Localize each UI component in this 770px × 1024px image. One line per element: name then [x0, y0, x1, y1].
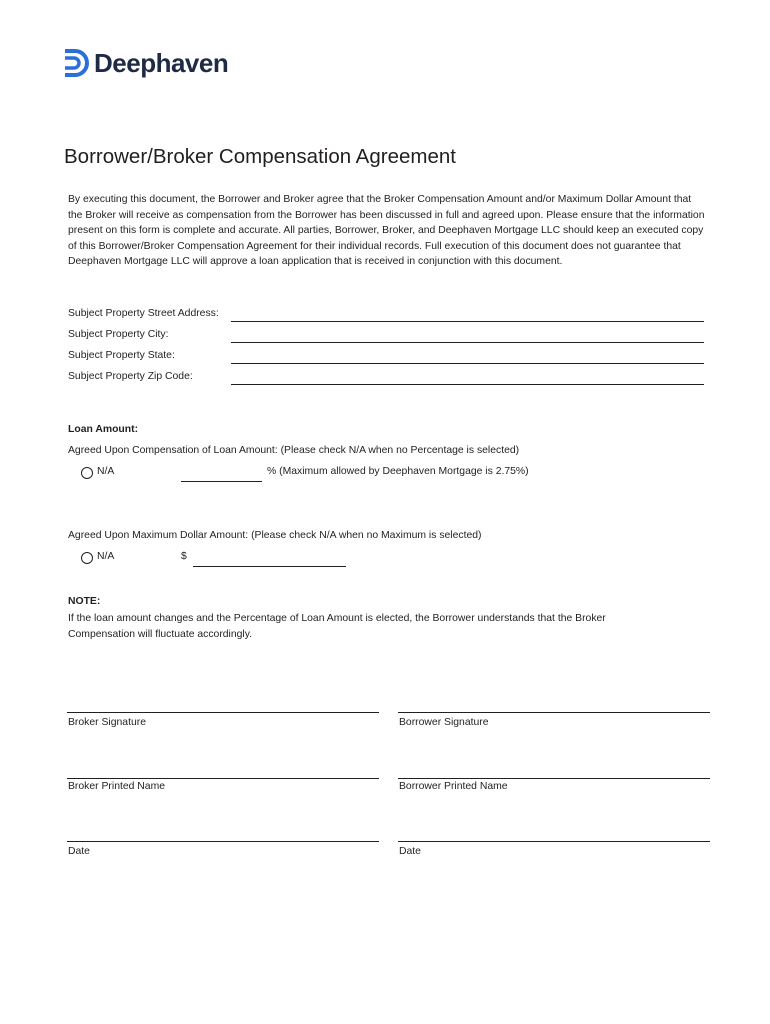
broker-printed-name-line[interactable]	[67, 778, 379, 779]
broker-printed-name-label: Broker Printed Name	[68, 781, 166, 792]
loan-amount-heading: Loan Amount:	[68, 424, 139, 435]
zip-input-line[interactable]	[231, 384, 704, 385]
zip-label: Subject Property Zip Code:	[68, 371, 193, 382]
zip-field[interactable]	[68, 367, 704, 385]
deephaven-logo-icon	[63, 48, 91, 78]
max-dollar-na-radio[interactable]	[81, 552, 93, 564]
max-dollar-na-label: N/A	[97, 551, 115, 562]
broker-signature-label: Broker Signature	[68, 717, 146, 728]
borrower-date-label: Date	[399, 846, 421, 857]
percentage-na-label: N/A	[97, 466, 115, 477]
city-label: Subject Property City:	[68, 329, 169, 340]
broker-signature-line[interactable]	[67, 712, 379, 713]
borrower-signature-line[interactable]	[398, 712, 710, 713]
street-address-input-line[interactable]	[231, 321, 704, 322]
state-input-line[interactable]	[231, 363, 704, 364]
borrower-printed-name-label: Borrower Printed Name	[399, 781, 508, 792]
percentage-input-line[interactable]	[181, 481, 262, 482]
max-dollar-prompt: Agreed Upon Maximum Dollar Amount: (Please check N/A when no Maximum is selected)	[68, 530, 482, 541]
borrower-printed-name-line[interactable]	[398, 778, 710, 779]
borrower-date-line[interactable]	[398, 841, 710, 842]
logo-wordmark: Deephaven	[94, 47, 229, 78]
state-label: Subject Property State:	[68, 350, 175, 361]
broker-date-line[interactable]	[67, 841, 379, 842]
state-field[interactable]	[68, 346, 704, 364]
dollar-sign: $	[181, 551, 187, 562]
street-address-label: Subject Property Street Address:	[68, 308, 219, 319]
city-input-line[interactable]	[231, 342, 704, 343]
max-dollar-input-line[interactable]	[193, 566, 346, 567]
note-heading: NOTE:	[68, 596, 101, 607]
borrower-signature-label: Borrower Signature	[399, 717, 489, 728]
percentage-na-radio[interactable]	[81, 467, 93, 479]
broker-date-label: Date	[68, 846, 90, 857]
intro-paragraph: By executing this document, the Borrower and Broker agree that the Broker Compensation Amount and/or Maximum Dollar Amount that the Broker will receive as compensation from the Borrower has been discussed in full and agreed upon. Please ensure that the information present on this form is complete and accurate. All parties, Borrower, Broker, and Deephaven Mortgage LLC should keep an executed copy of this Borrower/Broker Compensation Agreement for their individual records. Full execution of this document does not guarantee that Deephaven Mortgage LLC will approve a loan application that is received in conjunction with this document.	[68, 194, 705, 268]
brand-logo	[63, 47, 228, 79]
percentage-prompt: Agreed Upon Compensation of Loan Amount: (Please check N/A when no Percentage is selected)	[68, 445, 520, 456]
street-address-field[interactable]	[68, 304, 704, 322]
note-body: If the loan amount changes and the Percentage of Loan Amount is elected, the Borrower understands that the Broker Compensation will fluctuate accordingly.	[68, 613, 606, 640]
document-title: Borrower/Broker Compensation Agreement	[64, 145, 456, 168]
city-field[interactable]	[68, 325, 704, 343]
percentage-max-note: % (Maximum allowed by Deephaven Mortgage is 2.75%)	[267, 466, 529, 477]
